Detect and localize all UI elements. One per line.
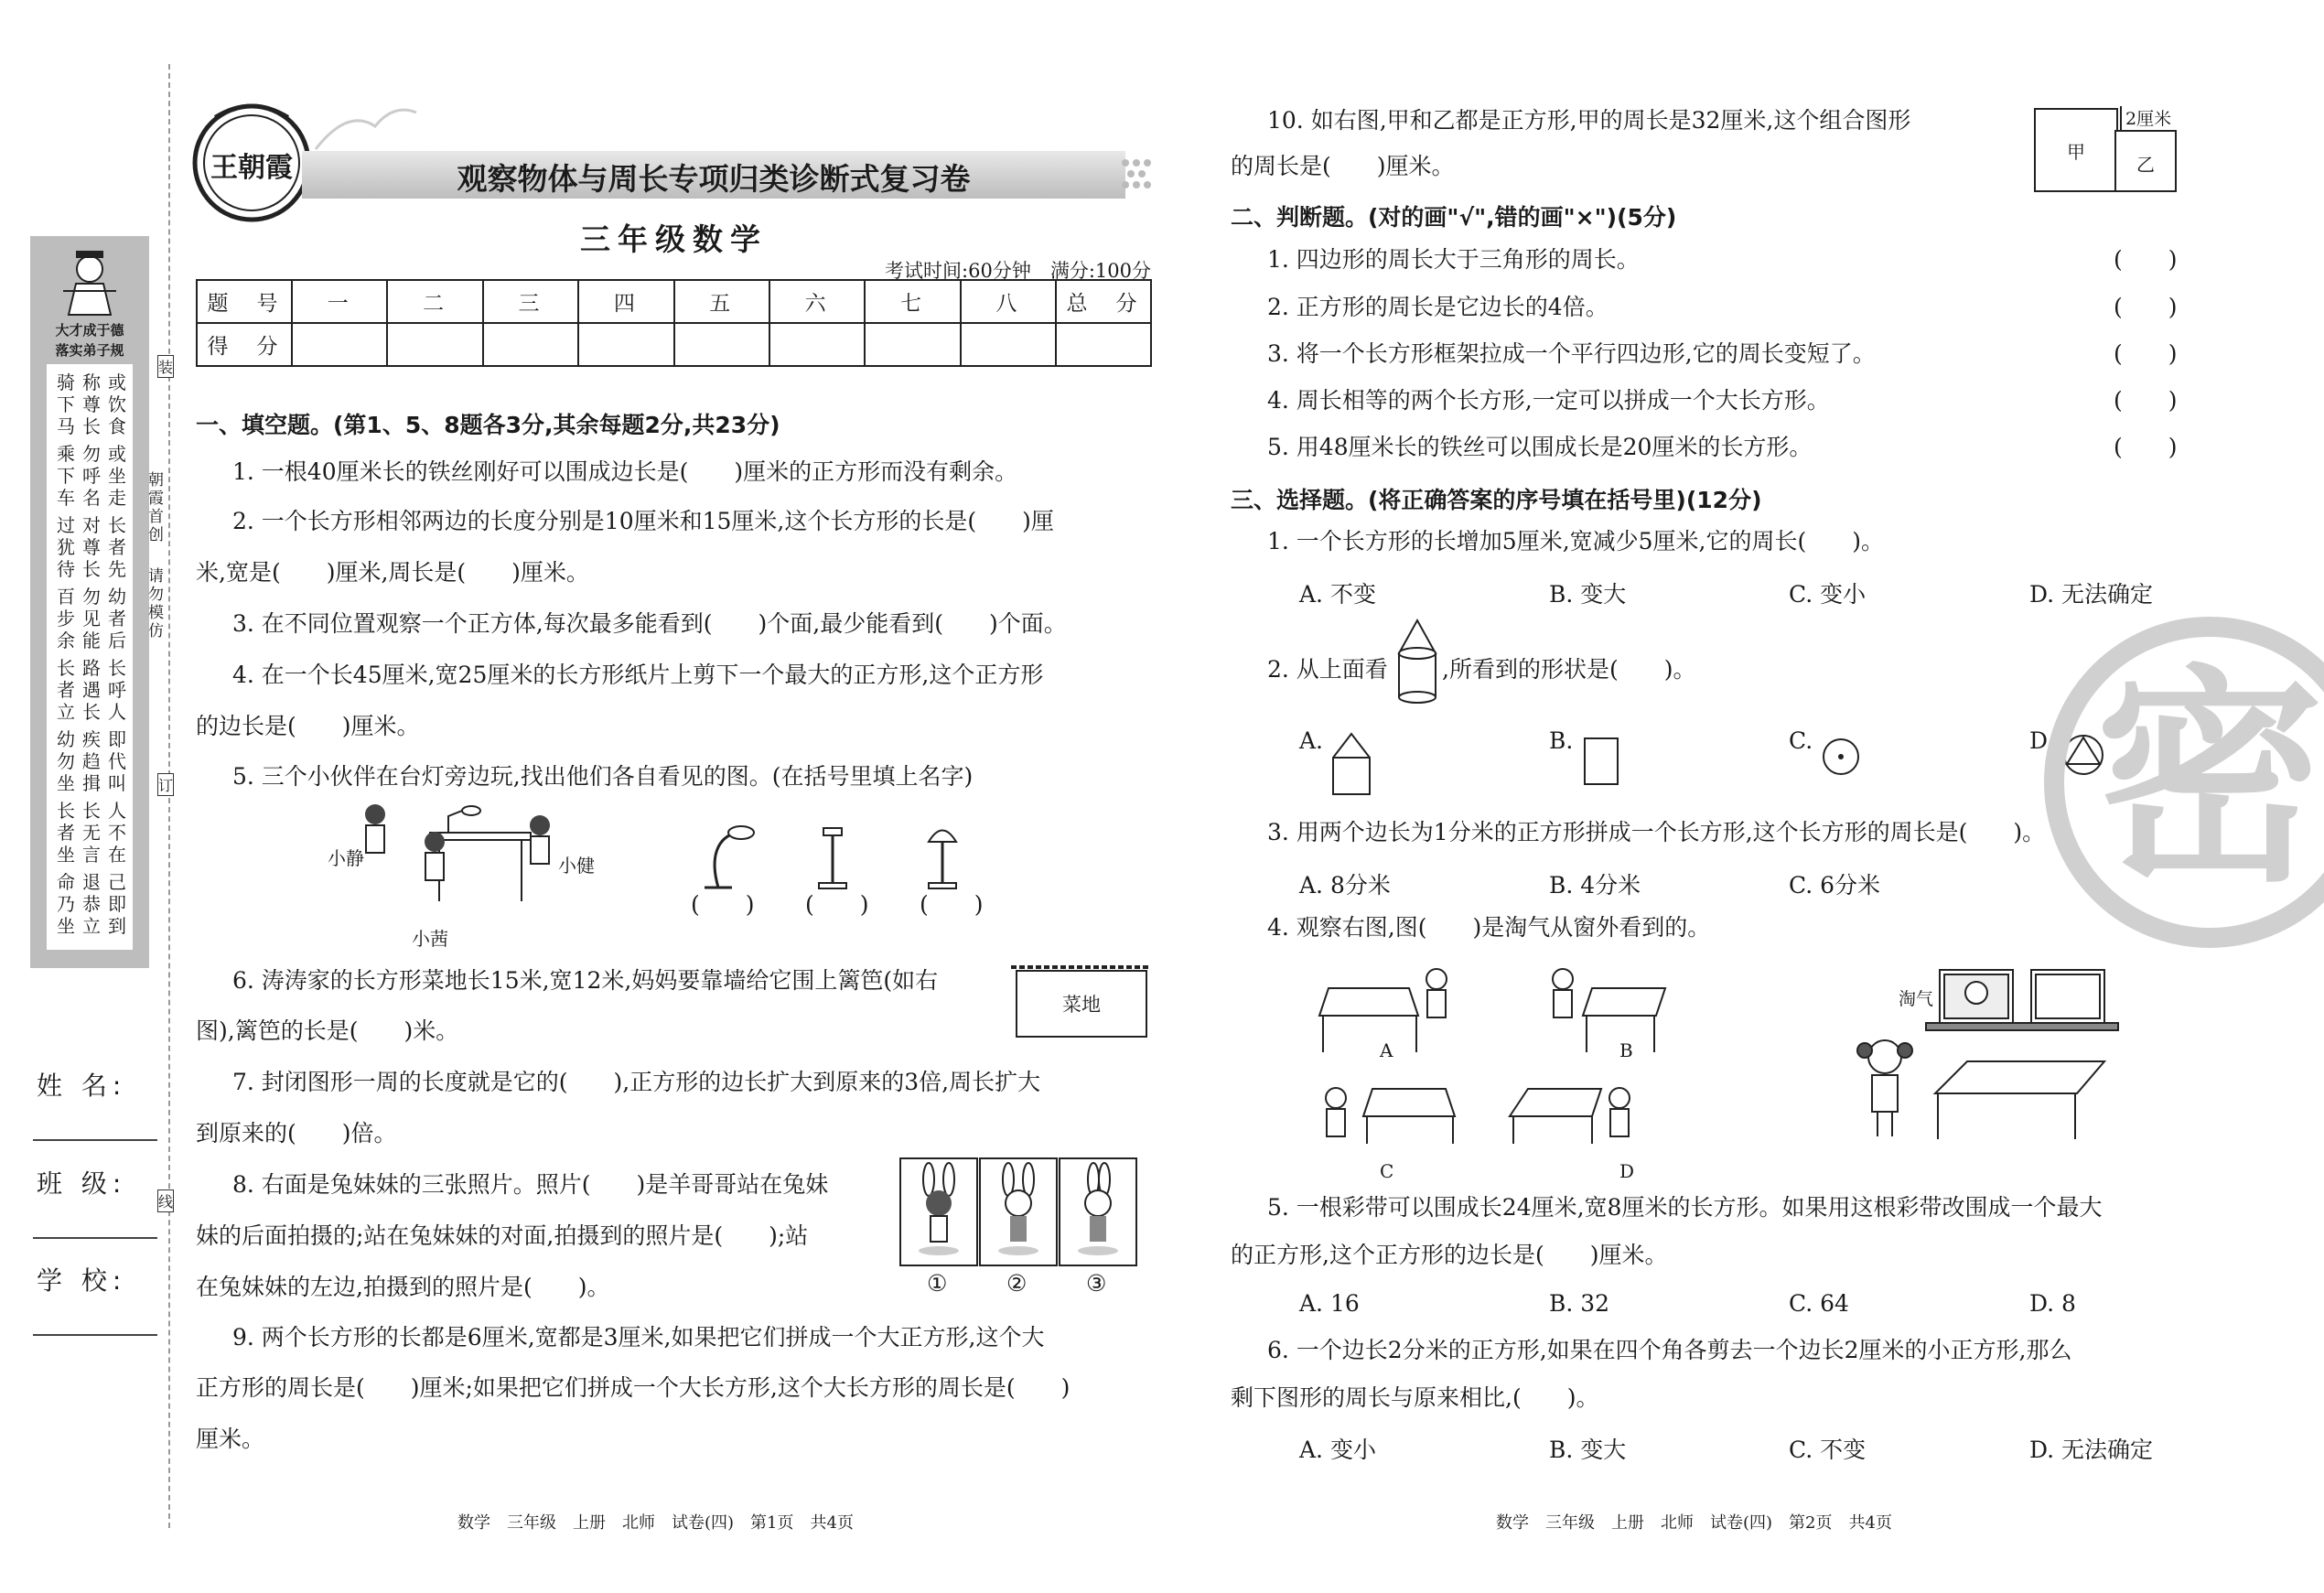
school-field[interactable] xyxy=(33,1334,157,1336)
score-row-label: 得 分 xyxy=(197,323,292,366)
rabbit-photo-3 xyxy=(1059,1157,1137,1266)
choice-q3-opt-c[interactable]: C. 6分米 xyxy=(1789,872,1881,899)
motto-verse-column: 骑下马 xyxy=(57,371,75,437)
choice-q2-opt-b[interactable]: B. xyxy=(1549,727,1574,754)
fill-q9-line1: 9. 两个长方形的长都是6厘米,宽都是3厘米,如果把它们拼成一个大正方形,这个大 xyxy=(232,1324,1045,1351)
judge-q4: 4. 周长相等的两个长方形,一定可以拼成一个大长方形。 xyxy=(1267,387,1830,414)
square-jia-label: 甲 xyxy=(2067,141,2085,163)
motto-verse-column: 勿呼名 xyxy=(82,443,101,509)
judge-answer-2[interactable]: ( ) xyxy=(2114,294,2178,320)
score-cell[interactable] xyxy=(483,323,578,366)
vegetable-plot-label: 菜地 xyxy=(1062,994,1101,1016)
choice-q1-opt-b[interactable]: B. 变大 xyxy=(1549,581,1627,608)
motto-verse-column: 勿见能 xyxy=(82,586,101,651)
view-label-c: C xyxy=(1380,1160,1394,1182)
motto-line-2: 落实弟子规 xyxy=(55,342,124,359)
choice-q2-line-start: 2. 从上面看 xyxy=(1267,656,1388,683)
motto-verse-column: 对尊长 xyxy=(82,514,101,580)
photo-label-3: ③ xyxy=(1086,1270,1107,1297)
score-header-cell: 题 号 xyxy=(197,280,292,323)
score-cell[interactable] xyxy=(578,323,673,366)
table-girl-views xyxy=(1318,961,1647,1144)
photo-label-2: ② xyxy=(1006,1270,1028,1297)
choice-q5-opt-d[interactable]: D. 8 xyxy=(2029,1290,2076,1317)
choice-q2-opt-c[interactable]: C. xyxy=(1789,727,1813,754)
dashed-binding-line xyxy=(168,64,170,1528)
cone-on-cylinder-figure xyxy=(1395,617,1439,708)
judge-q2: 2. 正方形的周长是它边长的4倍。 xyxy=(1267,294,1609,320)
exam-info: 考试时间:60分钟 满分:100分 xyxy=(885,260,1151,282)
fill-q3: 3. 在不同位置观察一个正方体,每次最多能看到( )个面,最少能看到( )个面。 xyxy=(232,610,1067,637)
choice-q1-opt-a[interactable]: A. 不变 xyxy=(1299,581,1376,608)
class-label: 班 级: xyxy=(37,1168,127,1199)
school-label: 学 校: xyxy=(37,1265,127,1296)
score-table-header-row xyxy=(197,280,1151,323)
section-2-heading: 二、判断题。(对的画"√",错的画"×")(5分) xyxy=(1231,204,1677,231)
score-header-cell: 一 xyxy=(292,280,387,323)
scholar-figure-icon xyxy=(58,243,122,317)
choice-q1-opt-d[interactable]: D. 无法确定 xyxy=(2029,581,2154,608)
photo-label-1: ① xyxy=(927,1270,948,1297)
banner-title: 观察物体与周长专项归类诊断式复习卷 xyxy=(457,161,971,197)
score-header-cell: 八 xyxy=(961,280,1056,323)
motto-verse-column: 长呼人 xyxy=(108,657,126,723)
motto-verse-column: 人不在 xyxy=(108,800,126,866)
motto-verse-column: 称尊长 xyxy=(82,371,101,437)
fill-q4-line1: 4. 在一个长45厘米,宽25厘米的长方形纸片上剪下一个最大的正方形,这个正方形 xyxy=(232,662,1044,688)
logo-text: 王朝霞 xyxy=(210,152,293,184)
kid-name-xiaojing: 小静 xyxy=(328,847,364,869)
cut-mark-3: 线 xyxy=(157,1189,174,1212)
score-header-cell: 二 xyxy=(387,280,482,323)
score-cell[interactable] xyxy=(292,323,387,366)
motto-verse-column: 过犹待 xyxy=(57,514,75,580)
banner-pattern xyxy=(1118,156,1155,192)
rectangle-shape-icon xyxy=(1583,737,1619,787)
motto-verse-column: 百步余 xyxy=(57,586,75,651)
score-cell[interactable] xyxy=(1056,323,1151,366)
ribbon-decoration xyxy=(311,99,421,154)
fill-q6-line1: 6. 涛涛家的长方形菜地长15米,宽12米,妈妈要靠墙给它围上篱笆(如右 xyxy=(232,967,939,994)
name-field[interactable] xyxy=(33,1139,157,1141)
fill-q8-line1: 8. 右面是兔妹妹的三张照片。照片( )是羊哥哥站在兔妹 xyxy=(232,1171,829,1198)
fill-q10-line2: 的周长是( )厘米。 xyxy=(1231,153,1455,179)
motto-verse-column: 退恭立 xyxy=(82,871,101,937)
motto-line-1: 大才成于德 xyxy=(55,322,124,339)
cut-mark-1: 装 xyxy=(157,355,174,378)
choice-q5-line2: 的正方形,这个正方形的边长是( )厘米。 xyxy=(1231,1242,1668,1268)
choice-q1: 1. 一个长方形的长增加5厘米,宽减少5厘米,它的周长( )。 xyxy=(1267,528,1885,554)
judge-answer-3[interactable]: ( ) xyxy=(2114,340,2178,367)
choice-q3: 3. 用两个边长为1分米的正方形拼成一个长方形,这个长方形的周长是( )。 xyxy=(1267,819,2046,845)
motto-verse-column: 即代叫 xyxy=(108,728,126,794)
choice-q6-opt-d[interactable]: D. 无法确定 xyxy=(2029,1437,2154,1463)
motto-verses xyxy=(47,364,133,950)
motto-verse-column: 命乃坐 xyxy=(57,871,75,937)
choice-q4: 4. 观察右图,图( )是淘气从窗外看到的。 xyxy=(1267,914,1711,941)
motto-verse-column: 长者立 xyxy=(57,657,75,723)
fill-q5: 5. 三个小伙伴在台灯旁边玩,找出他们各自看见的图。(在括号里填上名字) xyxy=(232,763,974,790)
choice-q5-opt-b[interactable]: B. 32 xyxy=(1549,1290,1610,1317)
choice-q3-opt-b[interactable]: B. 4分米 xyxy=(1549,872,1641,899)
class-field[interactable] xyxy=(33,1237,157,1239)
choice-q6-line2: 剩下图形的周长与原来相比,( )。 xyxy=(1231,1384,1599,1411)
vegetable-plot-figure xyxy=(1016,970,1147,1038)
judge-q1: 1. 四边形的周长大于三角形的周长。 xyxy=(1267,246,1640,273)
choice-q6-opt-b[interactable]: B. 变大 xyxy=(1549,1437,1627,1463)
motto-verse-column: 长无言 xyxy=(82,800,101,866)
motto-verse-column: 长者先 xyxy=(108,514,126,580)
square-yi-label: 乙 xyxy=(2136,154,2155,176)
fill-q2-line1: 2. 一个长方形相邻两边的长度分别是10厘米和15厘米,这个长方形的长是( )厘 xyxy=(232,508,1054,534)
judge-answer-4[interactable]: ( ) xyxy=(2114,387,2178,414)
score-header-cell: 总 分 xyxy=(1056,280,1151,323)
choice-q1-opt-c[interactable]: C. 变小 xyxy=(1789,581,1867,608)
subject-title: 三年级数学 xyxy=(580,221,768,257)
dimension-label: 2厘米 xyxy=(2125,109,2172,129)
score-table xyxy=(196,279,1152,367)
choice-q5-opt-a[interactable]: A. 16 xyxy=(1299,1290,1360,1317)
q5-answer-paren-3[interactable]: ( ) xyxy=(920,891,984,918)
score-header-cell: 七 xyxy=(865,280,960,323)
choice-q2-line-end: ,所看到的形状是( )。 xyxy=(1442,656,1696,683)
section-3-heading: 三、选择题。(将正确答案的序号填在括号里)(12分) xyxy=(1231,487,1762,513)
judge-answer-1[interactable]: ( ) xyxy=(2114,246,2178,273)
choice-q5-opt-c[interactable]: C. 64 xyxy=(1789,1290,1849,1317)
choice-q5-line1: 5. 一根彩带可以围成长24厘米,宽8厘米的长方形。如果用这根彩带改围成一个最大 xyxy=(1267,1194,2103,1221)
judge-answer-5[interactable]: ( ) xyxy=(2114,434,2178,460)
dimension-arrow xyxy=(2120,106,2122,130)
wall-hatching xyxy=(1011,965,1148,969)
taoqi-label: 淘气 xyxy=(1899,989,1934,1009)
score-cell[interactable] xyxy=(769,323,865,366)
name-label: 姓 名: xyxy=(37,1071,127,1101)
fill-q4-line2: 的边长是( )厘米。 xyxy=(196,713,420,739)
motto-verse-column: 幼者后 xyxy=(108,586,126,651)
score-cell[interactable] xyxy=(387,323,482,366)
view-label-b: B xyxy=(1619,1039,1633,1061)
sidebar-motto-panel xyxy=(30,236,149,968)
choice-q6-opt-c[interactable]: C. 不变 xyxy=(1789,1437,1867,1463)
score-table-score-row xyxy=(197,323,1151,366)
house-shape-icon xyxy=(1331,732,1372,796)
rabbit-back-icon xyxy=(901,1159,976,1265)
fill-q2-line2: 米,宽是( )厘米,周长是( )厘米。 xyxy=(196,559,589,586)
fill-q10-line1: 10. 如右图,甲和乙都是正方形,甲的周长是32厘米,这个组合图形 xyxy=(1267,107,1911,134)
window-scene-illustration xyxy=(1830,961,2123,1144)
square-yi xyxy=(2114,130,2177,192)
right-page-footer: 数学 三年级 上册 北师 试卷(四) 第2页 共4页 xyxy=(1496,1513,1892,1533)
motto-verse-column: 或坐走 xyxy=(108,443,126,509)
fill-q6-line2: 图),篱笆的长是( )米。 xyxy=(196,1017,459,1044)
fill-q7-line2: 到原来的( )倍。 xyxy=(196,1120,397,1146)
score-header-cell: 三 xyxy=(483,280,578,323)
fill-q8-line2: 妹的后面拍摄的;站在兔妹妹的对面,拍摄到的照片是( );站 xyxy=(196,1222,809,1249)
score-header-cell: 六 xyxy=(769,280,865,323)
confidential-stamp-text: 密 xyxy=(2095,643,2324,912)
choice-q6-line1: 6. 一个边长2分米的正方形,如果在四个角各剪去一个边长2厘米的小正方形,那么 xyxy=(1267,1337,2072,1363)
choice-q6-opt-a[interactable]: A. 变小 xyxy=(1299,1437,1376,1463)
q5-answer-paren-1[interactable]: ( ) xyxy=(691,891,755,918)
judge-q5: 5. 用48厘米长的铁丝可以围成长是20厘米的长方形。 xyxy=(1267,434,1813,460)
lamp-views-illustration xyxy=(695,819,979,892)
fill-q9-line3: 厘米。 xyxy=(196,1426,265,1452)
left-page-footer: 数学 三年级 上册 北师 试卷(四) 第1页 共4页 xyxy=(457,1513,854,1533)
fill-q1: 1. 一根40厘米长的铁丝刚好可以围成边长是( )厘米的正方形而没有剩余。 xyxy=(232,458,1018,485)
side-note-2: 请勿模仿 xyxy=(148,567,164,640)
kid-name-xiaoqian: 小茜 xyxy=(412,928,448,950)
motto-verse-column: 己即到 xyxy=(108,871,126,937)
fill-q8-line3: 在兔妹妹的左边,拍摄到的照片是( )。 xyxy=(196,1274,610,1300)
view-label-d: D xyxy=(1619,1160,1635,1182)
choice-q2-opt-d[interactable]: D. xyxy=(2029,727,2055,754)
score-cell[interactable] xyxy=(674,323,769,366)
motto-verse-column: 或饮食 xyxy=(108,371,126,437)
circle-dot-icon xyxy=(1821,737,1862,778)
motto-verse-column: 乘下车 xyxy=(57,443,75,509)
motto-verse-column: 疾趋揖 xyxy=(82,728,101,794)
motto-verse-column: 长者坐 xyxy=(57,800,75,866)
rabbit-front-icon xyxy=(981,1159,1056,1265)
cut-mark-2: 订 xyxy=(157,773,174,796)
judge-q3: 3. 将一个长方形框架拉成一个平行四边形,它的周长变短了。 xyxy=(1267,340,1876,367)
score-header-cell: 四 xyxy=(578,280,673,323)
fill-q7-line1: 7. 封闭图形一周的长度就是它的( ),正方形的边长扩大到原来的3倍,周长扩大 xyxy=(232,1069,1041,1095)
choice-q3-opt-a[interactable]: A. 8分米 xyxy=(1299,872,1391,899)
rabbit-side-icon xyxy=(1060,1159,1135,1265)
section-1-heading: 一、填空题。(第1、5、8题各3分,其余每题2分,共23分) xyxy=(196,412,780,438)
rabbit-photo-2 xyxy=(979,1157,1058,1266)
kid-name-xiaojian: 小健 xyxy=(558,855,595,877)
side-note-1: 朝霞首创 xyxy=(148,471,164,544)
motto-verse-column: 路遇长 xyxy=(82,657,101,723)
choice-q2-opt-a[interactable]: A. xyxy=(1299,727,1324,754)
score-cell[interactable] xyxy=(865,323,960,366)
q5-answer-paren-2[interactable]: ( ) xyxy=(805,891,869,918)
square-jia xyxy=(2034,108,2118,192)
fill-q9-line2: 正方形的周长是( )厘米;如果把它们拼成一个大长方形,这个大长方形的周长是( ) xyxy=(196,1374,1071,1401)
view-label-a: A xyxy=(1380,1039,1393,1061)
score-header-cell: 五 xyxy=(674,280,769,323)
rabbit-photo-1 xyxy=(899,1157,978,1266)
score-cell[interactable] xyxy=(961,323,1056,366)
motto-verse-column: 幼勿坐 xyxy=(57,728,75,794)
